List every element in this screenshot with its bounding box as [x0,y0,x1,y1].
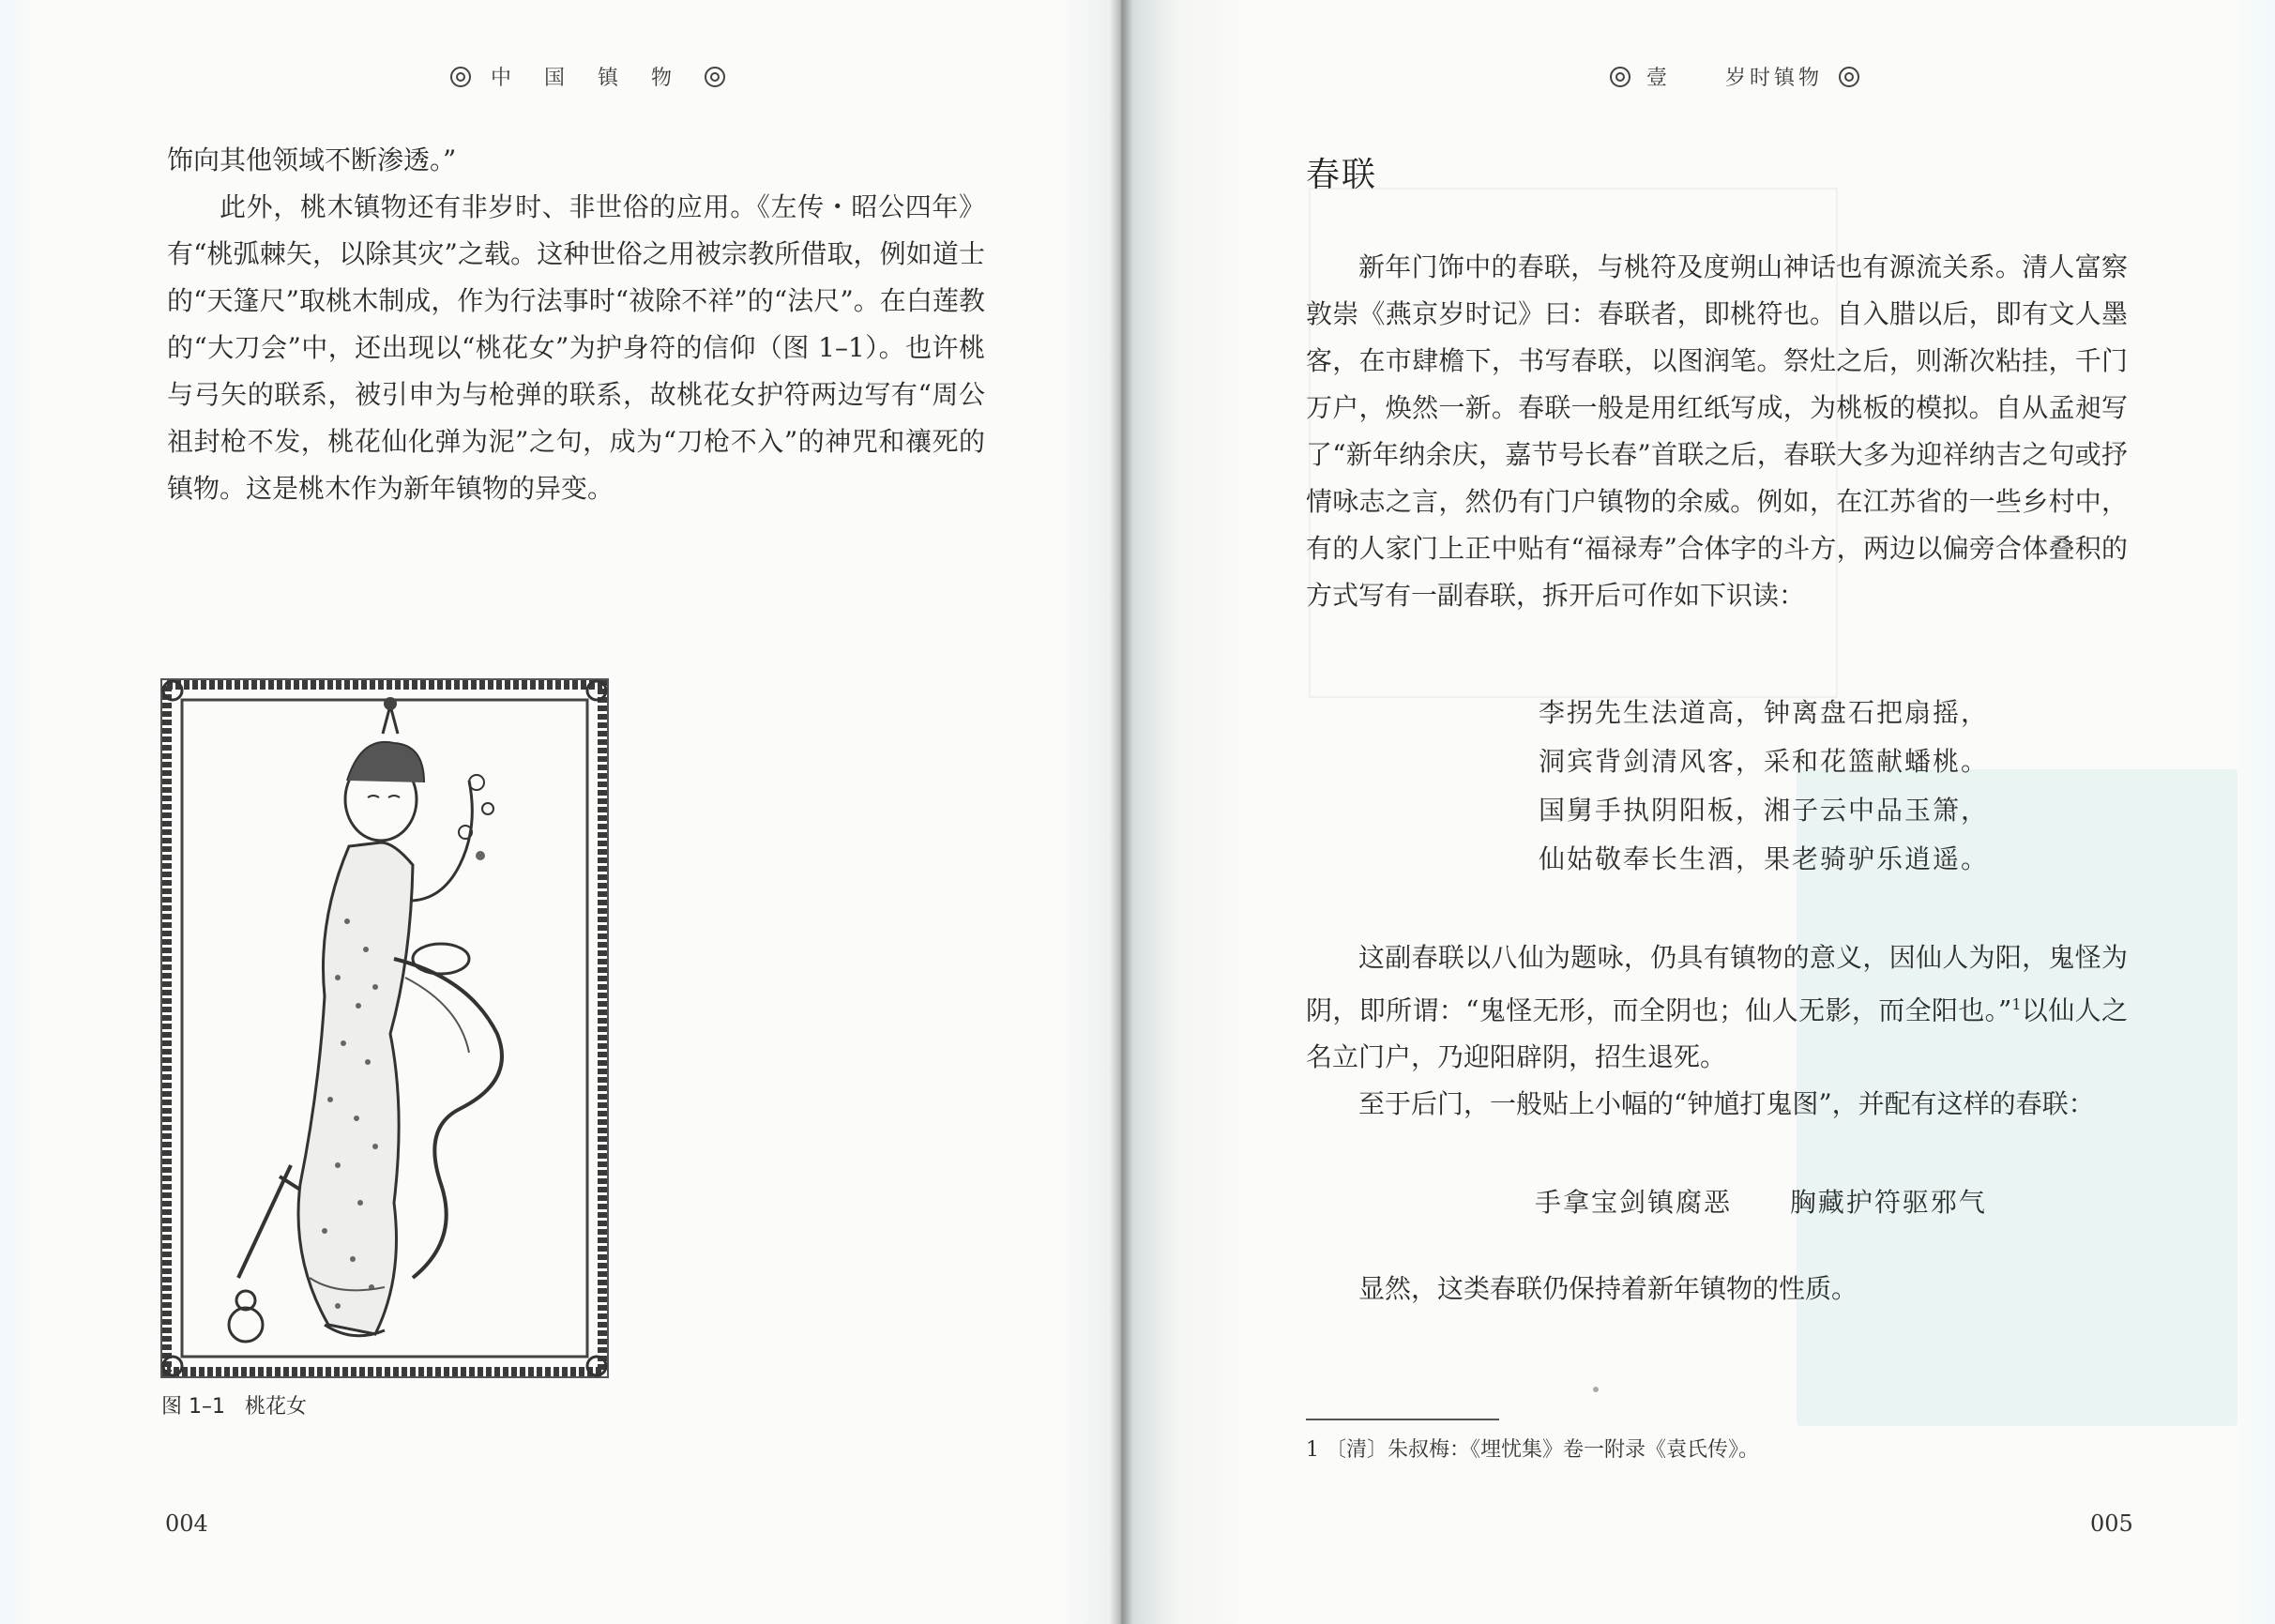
page-number-left: 004 [165,1510,208,1537]
running-head-left-text: 中 国 镇 物 [491,67,685,90]
circle-ornament-icon [705,67,725,87]
couplet [1535,1182,1987,1220]
circle-ornament-icon [1839,67,1859,87]
running-head-right-text: 岁时镇物 [1725,67,1824,90]
paragraph: 至于后门，一般贴上小幅的“钟馗打鬼图”，并配有这样的春联： [1358,1088,2095,1120]
section-title: 春联 [1306,156,1378,194]
left-body-text [167,137,985,512]
circle-ornament-icon [1610,67,1630,87]
verse-line: 国舅手执阴阳板，湘子云中品玉箫， [1539,795,1990,826]
paragraph [1306,934,2128,1081]
couplet-left: 手拿宝剑镇腐恶 [1535,1187,1733,1218]
couplet-right: 胸藏护符驱邪气 [1789,1187,1987,1218]
taohuanv-illustration [159,677,610,1379]
verse-block [1539,689,1989,884]
figure-caption-number: 图 1–1 [161,1395,225,1419]
paragraph: 新年门饰中的春联，与桃符及度朔山神话也有源流关系。清人富察敦崇《燕京岁时记》曰：春联者，即桃符也。自入腊以后，即有文人墨客，在市肆檐下，书写春联，以图润笔。祭灶之后，则渐次粘挂，千门万户，焕然一新。春联一般是用红纸写成，为桃板的模拟。自从孟昶写了“新年纳余庆，嘉节号长春”首联之后，春联大多为迎祥纳吉之句或抒情咏志之言，然仍有门户镇物的余威。例如，在江苏省的一些乡村中，有的人家门上正中贴有“福禄寿”合体字的斗方，两边以偏旁合体叠积的方式写有一副春联，拆开后可作如下识读： [1306,251,2128,611]
footnote: 1 〔清〕朱叔梅：《埋忧集》卷一附录《袁氏传》。 [1306,1438,1759,1462]
page-number-right: 005 [2090,1510,2133,1537]
circle-ornament-icon [450,67,471,87]
verse-line: 洞宾背剑清风客，采和花篮献蟠桃。 [1539,746,1990,777]
book-gutter [1109,0,1133,1624]
verse-line: 仙姑敬奉长生酒，果老骑驴乐逍遥。 [1539,843,1990,874]
figure-illustration [159,677,610,1379]
right-body-text-2 [1306,934,2128,1128]
figure-caption [161,1390,307,1419]
closing-sentence: 显然，这类春联仍保持着新年镇物的性质。 [1358,1273,1858,1304]
paragraph: 此外，桃木镇物还有非岁时、非世俗的应用。《左传・昭公四年》有“桃弧棘矢，以除其灾”之载。这种世俗之用被宗教所借取，例如道士的“天篷尺”取桃木制成，作为行法事时“祓除不祥”的“法尺”。在白莲教的“大刀会”中，还出现以“桃花女”为护身符的信仰（图 1–1）。也许桃与弓矢的联系，被引申为与枪弹的联系，故桃花女护符两边写有“周公祖封枪不发，桃花仙化弹为泥”之句，成为“刀枪不入”的神咒和禳死的镇物。这是桃木作为新年镇物的异变。 [167,191,985,504]
paragraph-part: 以仙人之名立门户，乃迎阳辟阴，招生退死。 [1306,994,2128,1073]
right-body-text-1 [1306,244,2128,619]
running-head-right [1610,62,1859,91]
footnote-rule [1306,1419,1499,1420]
figure-caption-title: 桃花女 [245,1395,308,1419]
paragraph-part: 这副春联以八仙为题咏，仍具有镇物的意义，因仙人为阳，鬼怪为阴，即所谓：“鬼怪无形，而全阴也；仙人无影，而全阳也。” [1306,942,2128,1026]
running-head-left [450,62,725,91]
footnote-marker: 1 [2011,995,2022,1013]
verse-line: 李拐先生法道高，钟离盘石把扇摇， [1539,697,1990,728]
paragraph: 饰向其他领域不断渗透。” [167,144,457,175]
speck [1593,1387,1599,1392]
running-head-chapter-number: 壹 [1646,67,1677,90]
